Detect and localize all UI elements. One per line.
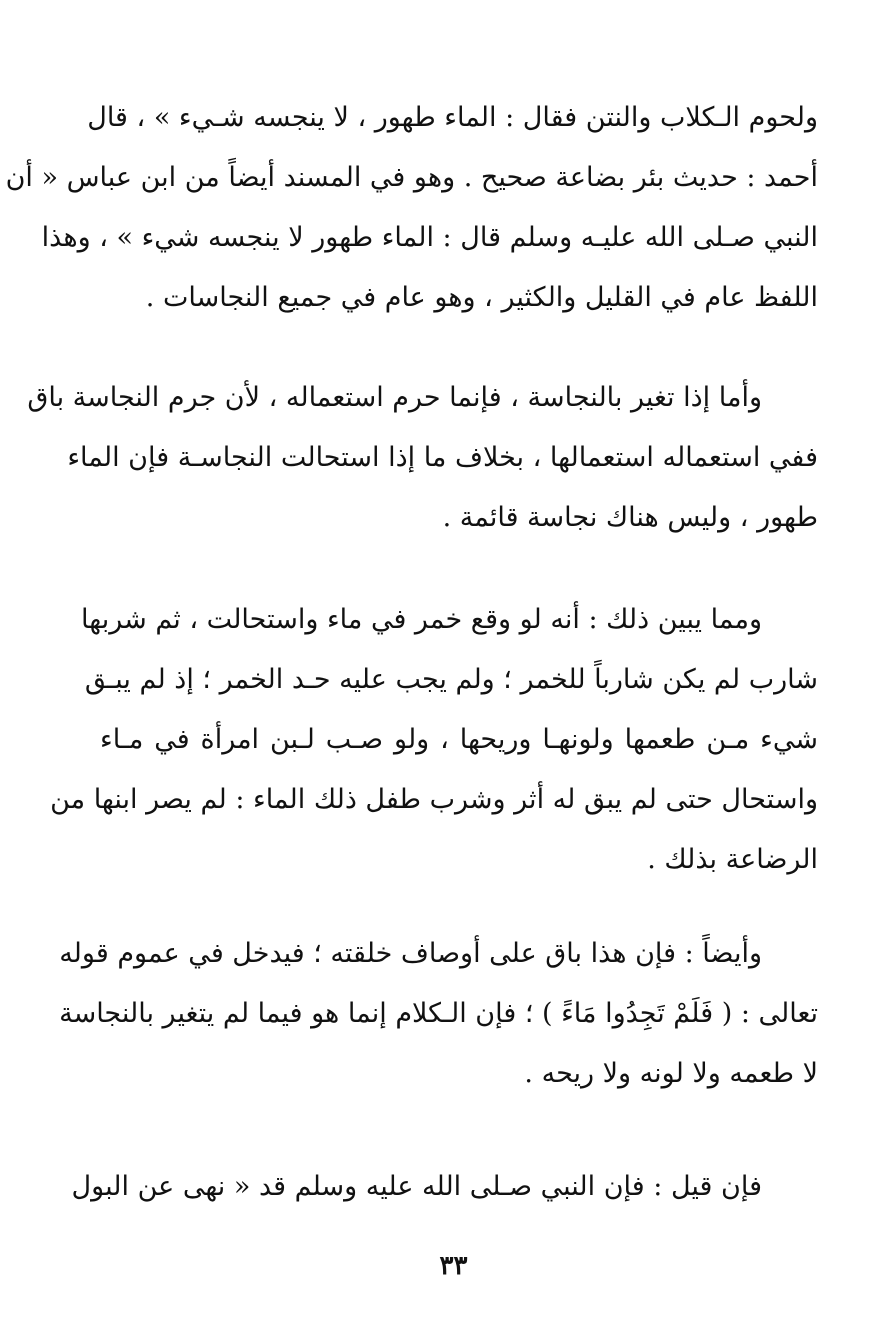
page-number: ٣٣: [439, 1251, 468, 1281]
text-line: شيء مـن طعمها ولونهـا وريحها ، ولو صـب لـبن امرأة في مـاء: [100, 724, 818, 755]
paragraph-3: [50, 590, 818, 890]
text-line: ففي استعماله استعمالها ، بخلاف ما إذا استحالت النجاسـة فإن الماء: [67, 442, 818, 473]
text-line: لا طعمه ولا لونه ولا ريحه .: [524, 1058, 818, 1089]
text-line: النبي صـلى الله عليـه وسلم قال : الماء طهور لا ينجسه شيء » ، وهذا: [41, 222, 818, 253]
text-line: واستحال حتى لم يبق له أثر وشرب طفل ذلك الماء : لم يصر ابنها من: [50, 784, 818, 815]
text-line: وأما إذا تغير بالنجاسة ، فإنما حرم استعماله ، لأن جرم النجاسة باق: [27, 382, 762, 413]
text-line: تعالى : ( فَلَمْ تَجِدُوا مَاءً ) ؛ فإن الـكلام إنما هو فيما لم يتغير بالنجاسة: [59, 998, 818, 1029]
text-line: طهور ، وليس هناك نجاسة قائمة .: [442, 502, 818, 533]
text-line: اللفظ عام في القليل والكثير ، وهو عام في جميع النجاسات .: [145, 282, 818, 313]
paragraph-5: [71, 1157, 818, 1217]
text-line: شارب لم يكن شارباً للخمر ؛ ولم يجب عليه حـد الخمر ؛ إذ لم يبـق: [84, 664, 818, 695]
text-line: ومما يبين ذلك : أنه لو وقع خمر في ماء واستحالت ، ثم شربها: [81, 604, 762, 635]
text-line: أحمد : حديث بئر بضاعة صحيح . وهو في المسند أيضاً من ابن عباس « أن: [5, 162, 818, 193]
paragraph-1: [5, 88, 818, 328]
text-line: الرضاعة بذلك .: [647, 844, 818, 875]
text-line: فإن قيل : فإن النبي صـلى الله عليه وسلم قد « نهى عن البول: [71, 1171, 762, 1202]
text-line: ولحوم الـكلاب والنتن فقال : الماء طهور ، لا ينجسه شـيء » ، قال: [87, 102, 818, 133]
text-line: وأيضاً : فإن هذا باق على أوصاف خلقته ؛ فيدخل في عموم قوله: [59, 938, 762, 969]
paragraph-4: [59, 924, 818, 1104]
paragraph-2: [27, 368, 818, 548]
